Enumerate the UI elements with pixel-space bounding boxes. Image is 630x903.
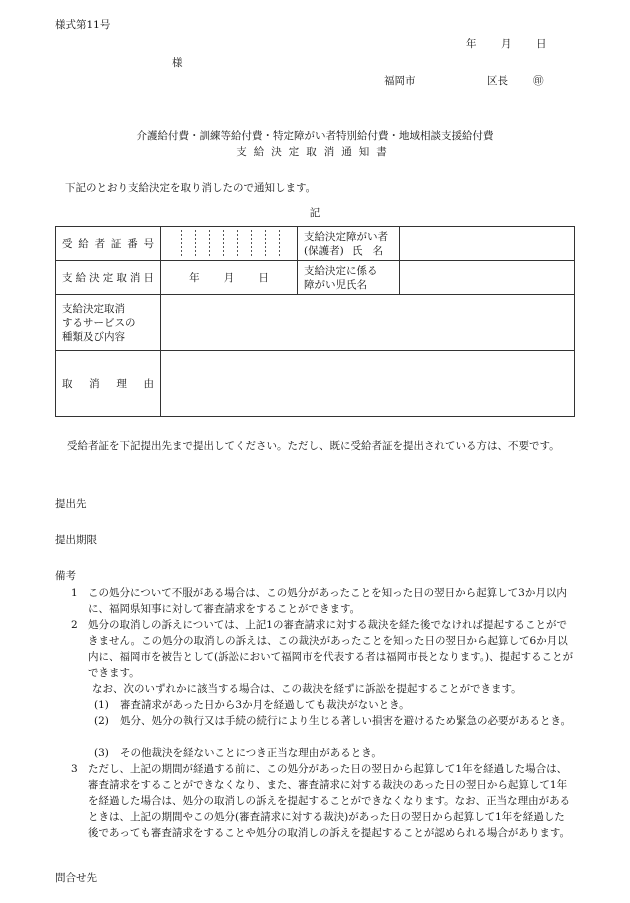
recipient-number-cell[interactable]: [161, 227, 298, 261]
form-number: 様式第11号: [55, 19, 111, 31]
digit-boxes: [171, 230, 287, 258]
submit-to-label: 提出先: [55, 498, 87, 510]
service-label-line1: 支給決定取消: [62, 302, 125, 315]
note-1-text: この処分について不服がある場合は、この処分があったことを知った日の翌日から起算して3か月以内に、福岡県知事に対して審査請求をすることができます。: [88, 587, 567, 615]
ki-heading: 記: [309, 207, 321, 219]
child-label-line2: 障がい児氏名: [304, 278, 367, 291]
note-2-sub-intro: なお、次のいずれかに該当する場合は、この裁決を経ずに訴訟を提起することができます。: [92, 683, 522, 695]
note-2-number: 2: [71, 619, 78, 631]
seal-mark: ㊞: [533, 75, 544, 87]
note-2-sub2-text: 処分、処分の執行又は手続の続行により生じる著しい損害を避けるため緊急の必要があるとき。: [120, 715, 572, 727]
table-row: [56, 261, 575, 295]
note-2-sub2-number: (2): [94, 715, 109, 727]
holder-label-line2: [304, 244, 393, 258]
note-1-number: 1: [71, 587, 78, 599]
intro-text: 下記のとおり支給決定を取り消したので通知します。: [65, 182, 317, 194]
note-2-sub3-text: その他裁決を経ないことにつき正当な理由があるとき。: [120, 747, 382, 759]
table-row: [56, 227, 575, 261]
table-row: [56, 295, 575, 351]
service-label: [56, 295, 161, 351]
table-row: [56, 351, 575, 417]
service-content-cell[interactable]: [161, 295, 575, 351]
holder-label-guardian: (保護者): [304, 244, 344, 257]
service-label-line3: 種類及び内容: [62, 330, 125, 343]
child-label-line1: 支給決定に係る: [304, 264, 378, 277]
holder-label-line1: 支給決定障がい者: [304, 230, 388, 243]
cancel-date-fields: [167, 271, 291, 285]
submit-deadline-label: 提出期限: [55, 534, 97, 546]
note-2-sub3-number: (3): [94, 747, 109, 759]
note-2-sub1-number: (1): [94, 699, 109, 711]
holder-label-name: 氏名: [352, 244, 393, 257]
reason-label: 取消理由: [56, 351, 161, 417]
note-3-text: ただし、上記の期間が経過する前に、この処分があった日の翌日から起算して1年を経過した場合は、審査請求をすることができなくなり、また、審査請求に対する裁決のあった日の翌日から起算して1年を経過した場合は、処分の取消しの訴えを提起することができなくなります。なお、正当な理由があるときは、上記の期間やこの処分(審査請求に対する裁決)があった日の翌日から起算して1年を経過した後であっても審査請求をすることや処分の取消しの訴えを提起することが認められる場合があります。: [88, 763, 571, 839]
cancel-date-month: 月: [223, 271, 235, 284]
holder-name-cell[interactable]: [400, 227, 575, 261]
date-day-label: 日: [536, 38, 547, 50]
document-title-line1: 介護給付費・訓練等給付費・特定障がい者特別給付費・地域相談支援給付費: [136, 130, 494, 142]
cancel-date-cell[interactable]: [161, 261, 298, 295]
cancel-date-day: 日: [258, 271, 269, 284]
child-name-label: [298, 261, 400, 295]
document-title-line2: 支給決定取消通知書: [236, 146, 394, 158]
reason-cell[interactable]: [161, 351, 575, 417]
submit-notice: 受給者証を下記提出先まで提出してください。ただし、既に受給者証を提出されている方は、不要です。: [67, 440, 560, 452]
service-label-line2: するサービスの: [62, 316, 136, 329]
holder-name-label: [298, 227, 400, 261]
child-name-cell[interactable]: [400, 261, 575, 295]
cancel-date-year: 年: [189, 271, 200, 284]
addressee-suffix: 様: [172, 57, 183, 69]
sender-title: 区長: [487, 75, 508, 87]
recipient-number-label: 受給者証番号: [56, 227, 161, 261]
date-month-label: 月: [501, 38, 512, 50]
notice-form-table: [55, 226, 575, 417]
sender-city: 福岡市: [384, 75, 416, 87]
notes-heading: 備考: [55, 570, 76, 582]
note-3-number: 3: [71, 763, 78, 775]
date-year-label: 年: [466, 38, 477, 50]
note-2-text: 処分の取消しの訴えについては、上記1の審査請求に対する裁決を経た後でなければ提起することができません。この処分の取消しの訴えは、この裁決があったことを知った日の翌日から起算して6か月以内に、福岡市を被告として(訴訟において福岡市を代表する者は福岡市長となります。)、提起することができます。: [88, 619, 574, 679]
contact-label: 問合せ先: [55, 872, 97, 884]
note-2-sub1-text: 審査請求があった日から3か月を経過しても裁決がないとき。: [120, 699, 410, 711]
cancel-date-label: 支給決定取消日: [56, 261, 161, 295]
